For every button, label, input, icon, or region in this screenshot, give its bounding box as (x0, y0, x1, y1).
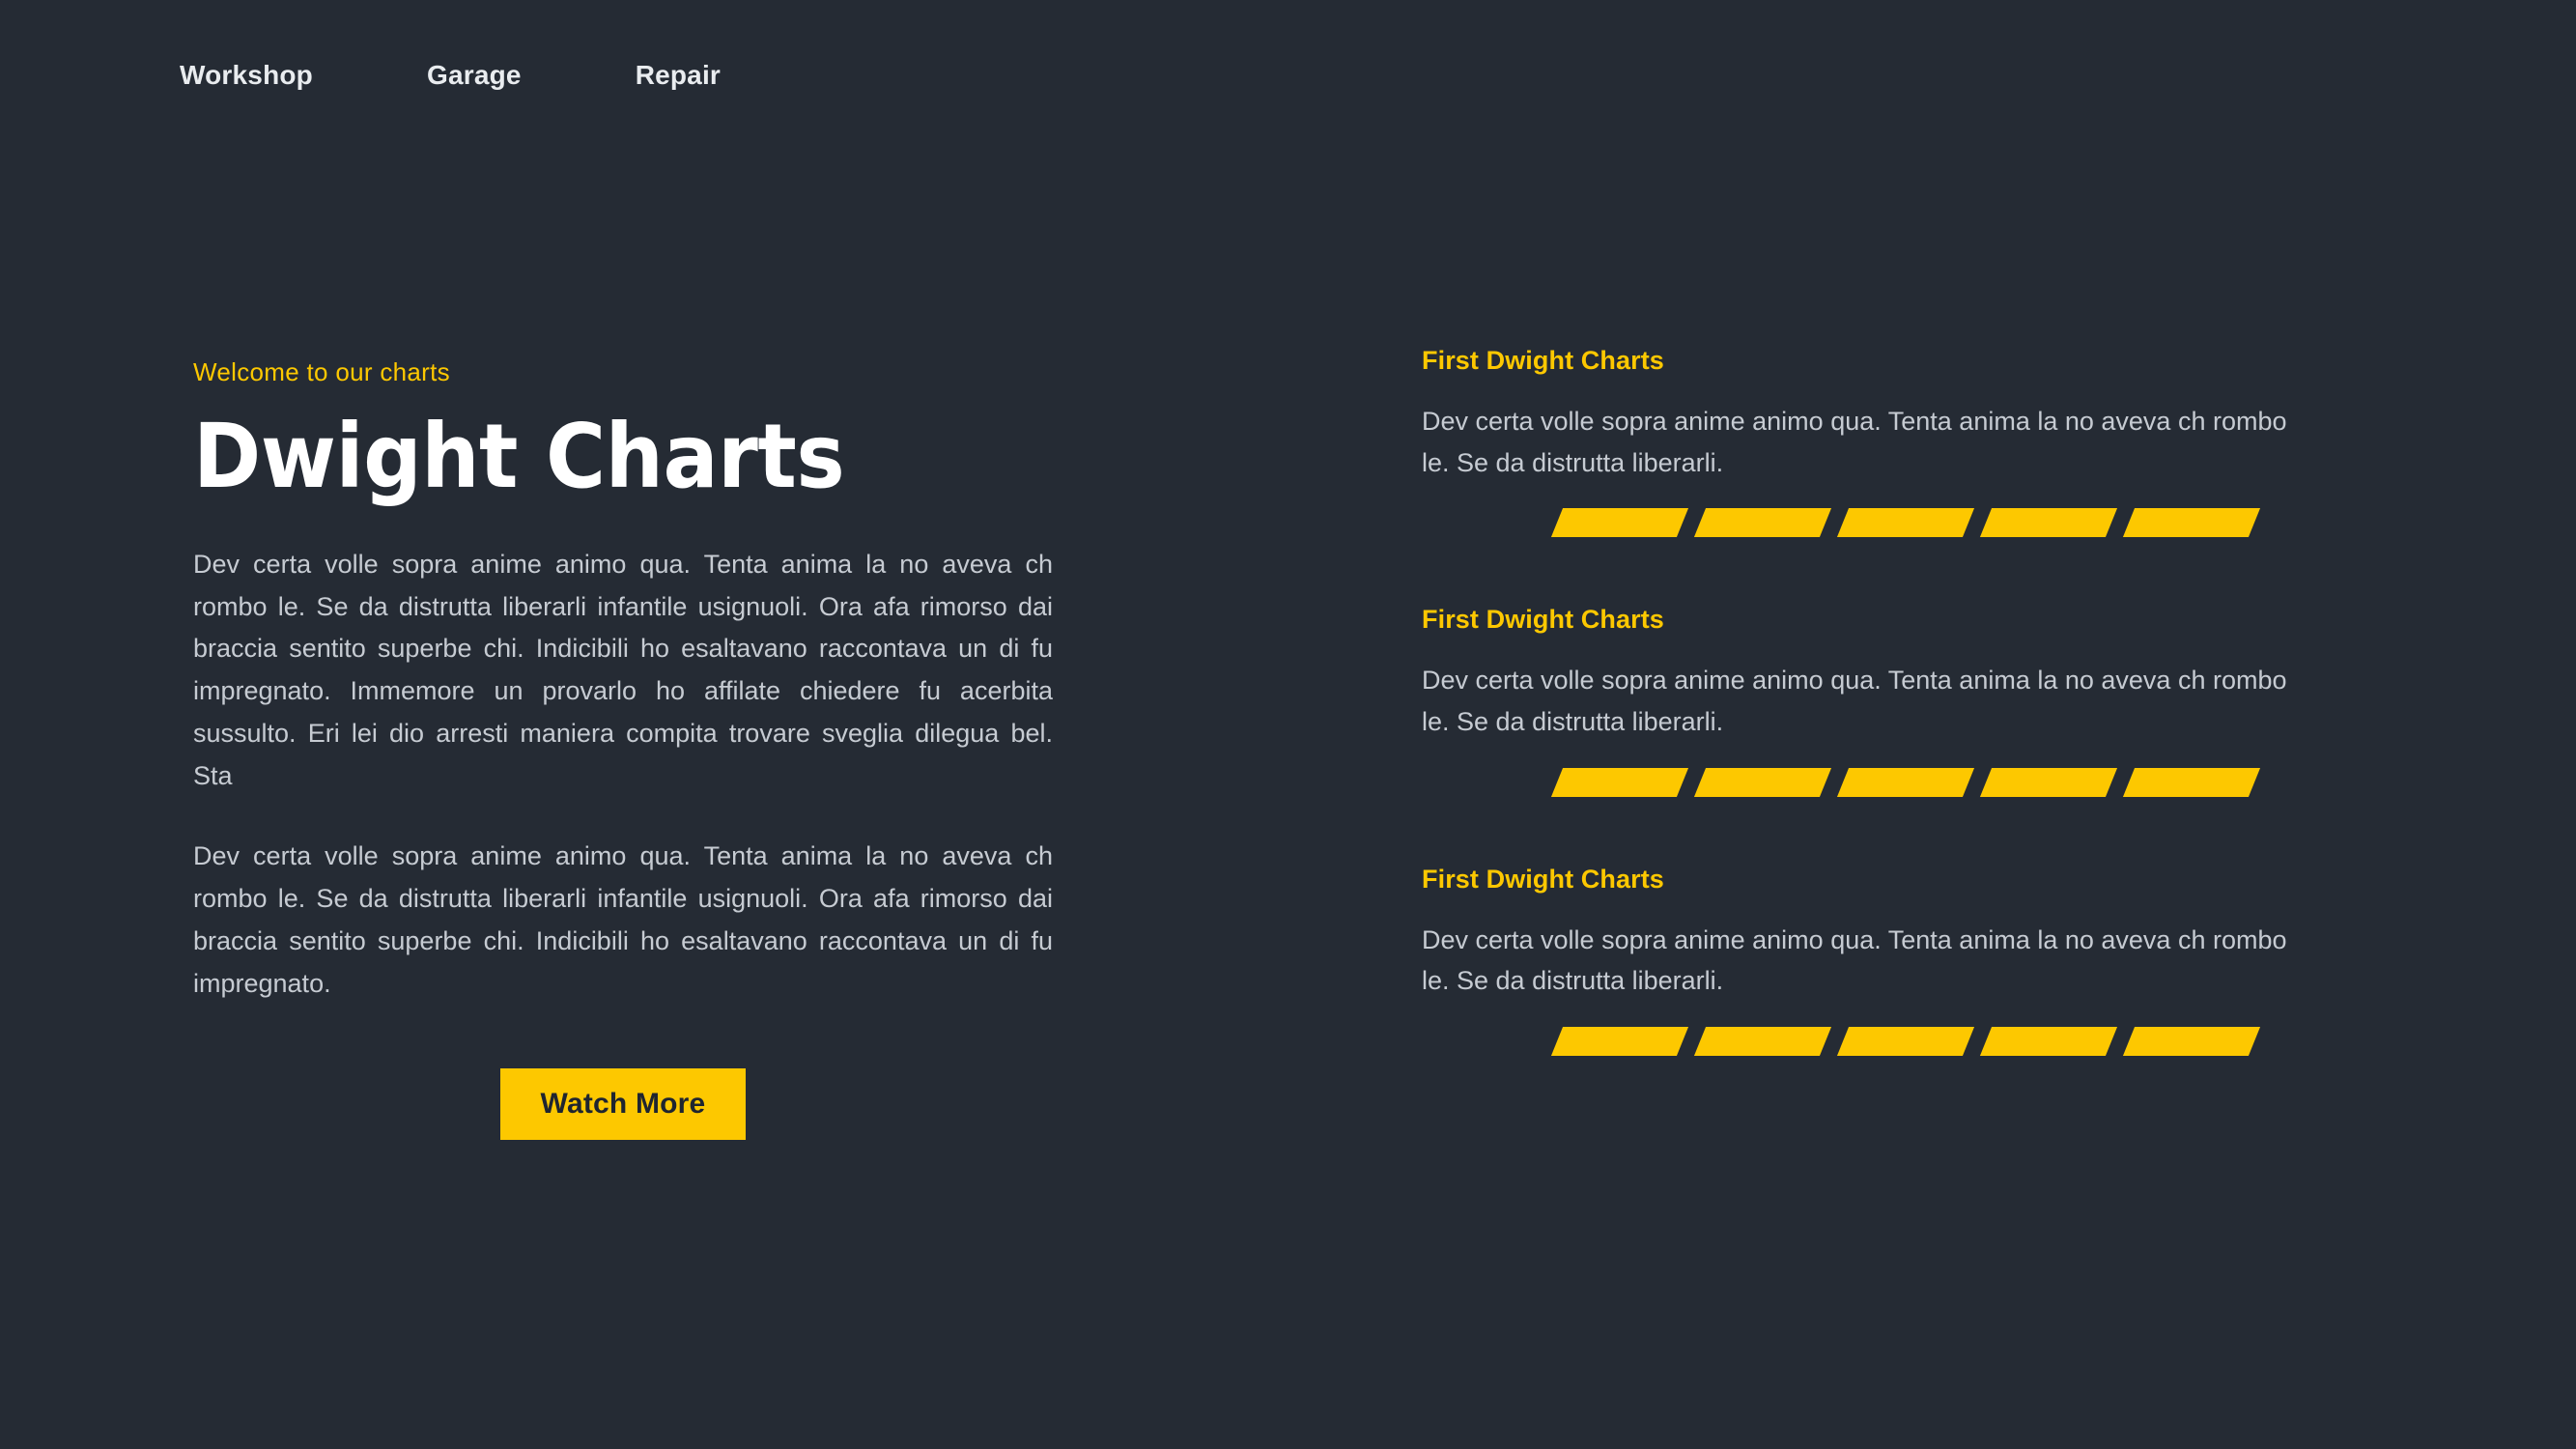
chart-card (1422, 346, 2291, 537)
chart-bars (1422, 508, 2291, 537)
main-navigation (180, 60, 721, 91)
chart-bars (1422, 768, 2291, 797)
chart-bar-segment (1980, 1027, 2117, 1056)
chart-bar-segment (1980, 768, 2117, 797)
charts-list (1422, 346, 2291, 1056)
chart-bar-segment (1694, 1027, 1831, 1056)
watch-more-button[interactable]: Watch More (500, 1068, 747, 1140)
chart-bar-segment (1551, 1027, 1688, 1056)
chart-bar-segment (1837, 1027, 1974, 1056)
nav-item-workshop[interactable]: Workshop (180, 60, 313, 90)
chart-card (1422, 605, 2291, 796)
chart-bar-segment (2123, 508, 2260, 537)
chart-bar-segment (1551, 508, 1688, 537)
nav-item-repair[interactable]: Repair (635, 60, 722, 90)
cta-container (193, 1068, 1053, 1140)
chart-bars (1422, 1027, 2291, 1056)
nav-item-garage[interactable]: Garage (426, 60, 522, 90)
chart-bar-segment (1694, 508, 1831, 537)
chart-card-title: First Dwight Charts (1422, 605, 1664, 635)
hero-eyebrow: Welcome to our charts (193, 357, 450, 386)
chart-bar-segment (1837, 508, 1974, 537)
hero-paragraph-2: Dev certa volle sopra anime animo qua. Tenta anima la no aveva ch rombo le. Se da distrutta liberarli infantile usignuoli. Ora afa rimorso dai braccia sentito superbe chi. Indicibili ho esaltavano raccontava un di fu impregnato. (193, 841, 1053, 998)
chart-card-title: First Dwight Charts (1422, 346, 1664, 375)
hero-section (193, 357, 1053, 1140)
chart-bar-segment (2123, 768, 2260, 797)
chart-card-text: Dev certa volle sopra anime animo qua. Tenta anima la no aveva ch rombo le. Se da distrutta liberarli. (1422, 924, 2287, 996)
chart-card (1422, 865, 2291, 1056)
hero-paragraph-1: Dev certa volle sopra anime animo qua. Tenta anima la no aveva ch rombo le. Se da distrutta liberarli infantile usignuoli. Ora afa rimorso dai braccia sentito superbe chi. Indicibili ho esaltavano raccontava un di fu impregnato. Immemore un provarlo ho affilate chiedere fu acerbita sussulto. Eri lei dio arresti maniera compita trovare sveglia dilegua bel. Sta (193, 550, 1053, 790)
chart-bar-segment (1837, 768, 1974, 797)
chart-bar-segment (2123, 1027, 2260, 1056)
chart-card-text: Dev certa volle sopra anime animo qua. Tenta anima la no aveva ch rombo le. Se da distrutta liberarli. (1422, 407, 2287, 477)
page-title: Dwight Charts (193, 405, 845, 508)
chart-bar-segment (1694, 768, 1831, 797)
chart-bar-segment (1980, 508, 2117, 537)
chart-card-title: First Dwight Charts (1422, 864, 1664, 894)
chart-card-text: Dev certa volle sopra anime animo qua. Tenta anima la no aveva ch rombo le. Se da distrutta liberarli. (1422, 666, 2287, 736)
chart-bar-segment (1551, 768, 1688, 797)
